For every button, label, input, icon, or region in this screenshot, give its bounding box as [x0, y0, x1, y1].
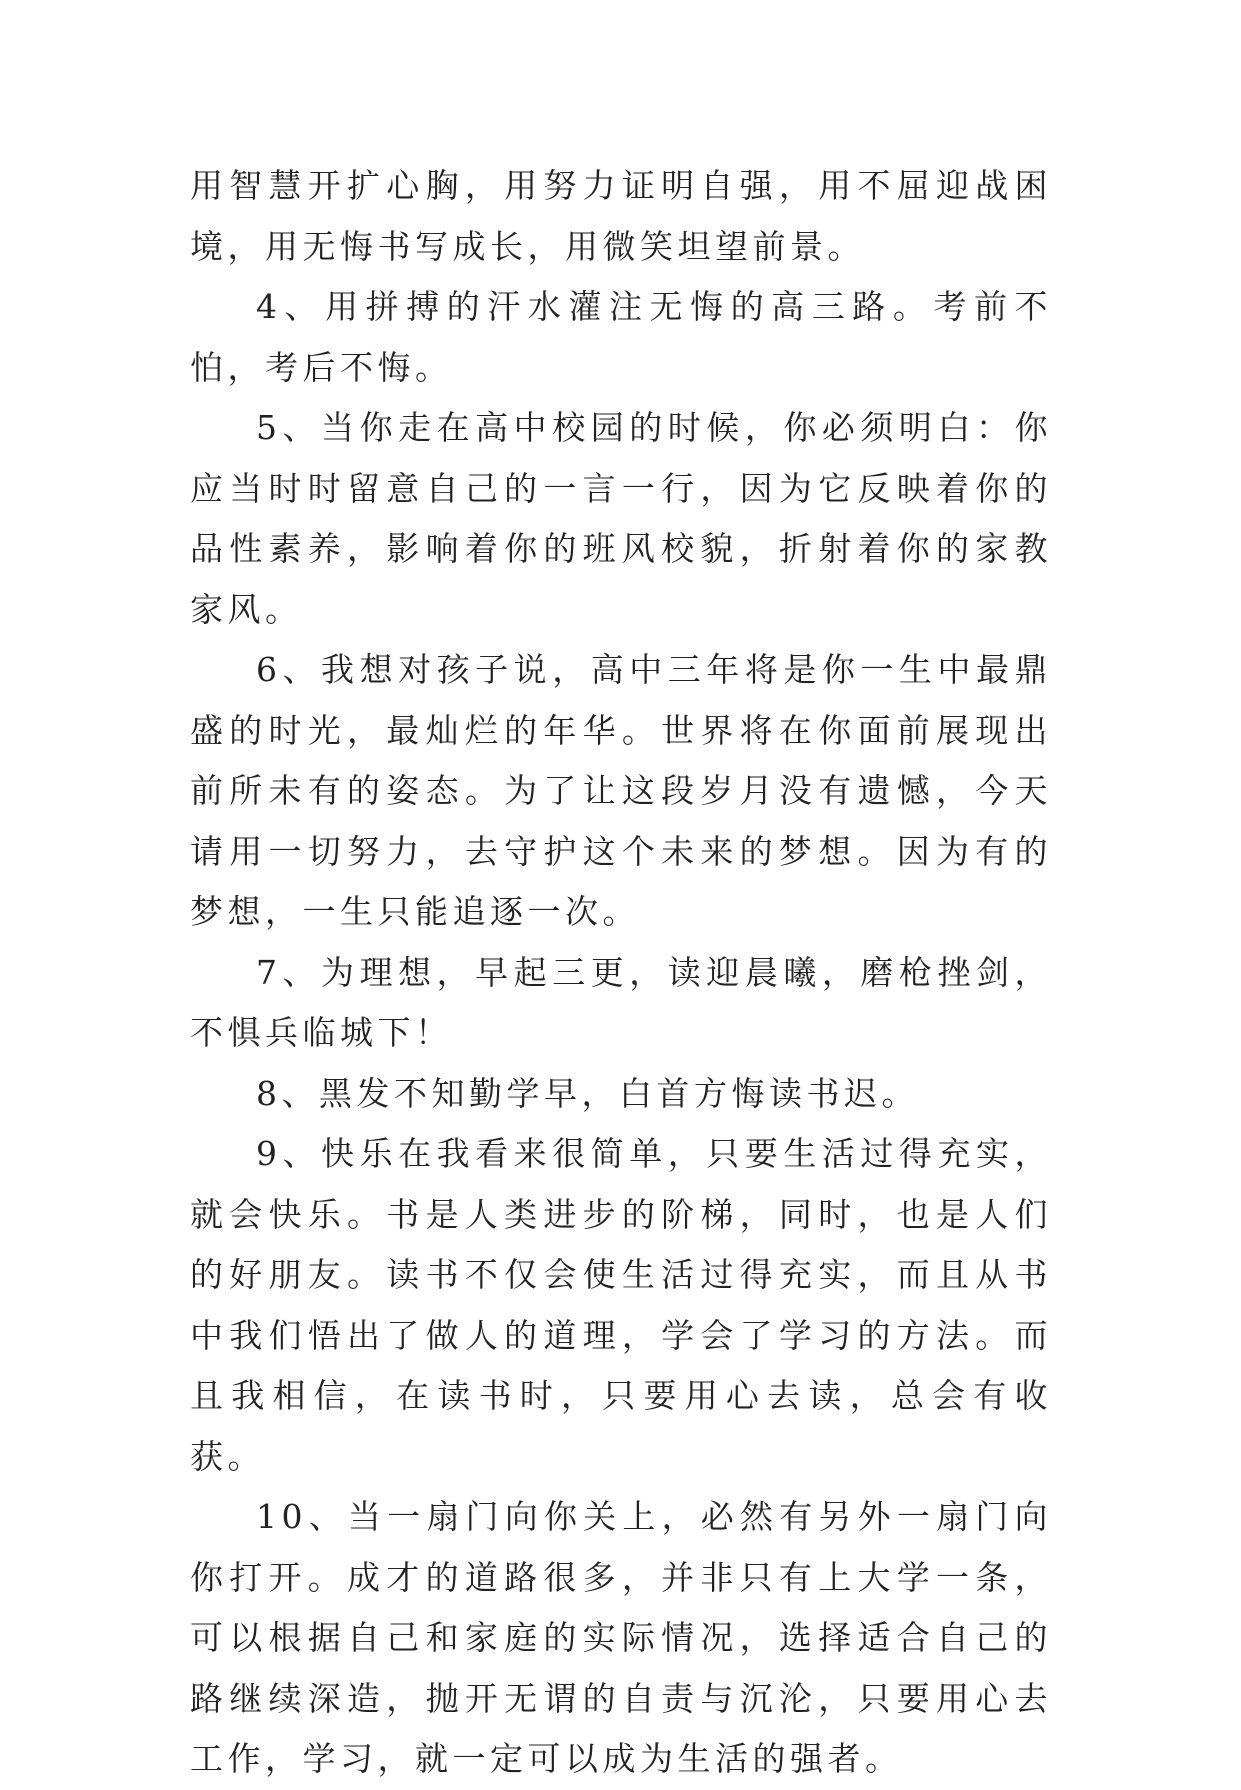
paragraph-item-8: 8、黑发不知勤学早，白首方悔读书迟。: [256, 1073, 919, 1113]
paragraph-item-10: 10、当一扇门向你关上，必然有另外一扇门向你打开。成才的道路很多，并非只有上大学一条，可以根据自己和家庭的实际情况，选择适合自己的路继续深造，抛开无谓的自责与沉沦，只要用心去工作，学习，就一定可以成为生活的强者。: [190, 1497, 1052, 1778]
paragraph-item-7: 7、为理想，早起三更，读迎晨曦，磨枪挫剑，不惧兵临城下！: [190, 952, 1052, 1052]
paragraph-intro: 用智慧开扩心胸，用努力证明自强，用不屈迎战困境，用无悔书写成长，用微笑坦望前景。: [190, 166, 1052, 266]
document-body: [190, 156, 1052, 1790]
paragraph-item-4: 4、用拼搏的汗水灌注无悔的高三路。考前不怕，考后不悔。: [190, 287, 1052, 387]
paragraph-item-6: 6、我想对孩子说，高中三年将是你一生中最鼎盛的时光，最灿烂的年华。世界将在你面前展现出前所未有的姿态。为了让这段岁月没有遗憾，今天请用一切努力，去守护这个未来的梦想。因为有的梦想，一生只能追逐一次。: [190, 650, 1052, 931]
paragraph-item-5: 5、当你走在高中校园的时候，你必须明白：你应当时时留意自己的一言一行，因为它反映着你的品性素养，影响着你的班风校貌，折射着你的家教家风。: [190, 408, 1052, 629]
paragraph-item-9: 9、快乐在我看来很简单，只要生活过得充实，就会快乐。书是人类进步的阶梯，同时，也是人们的好朋友。读书不仅会使生活过得充实，而且从书中我们悟出了做人的道理，学会了学习的方法。而且我相信，在读书时，只要用心去读，总会有收获。: [190, 1134, 1052, 1476]
